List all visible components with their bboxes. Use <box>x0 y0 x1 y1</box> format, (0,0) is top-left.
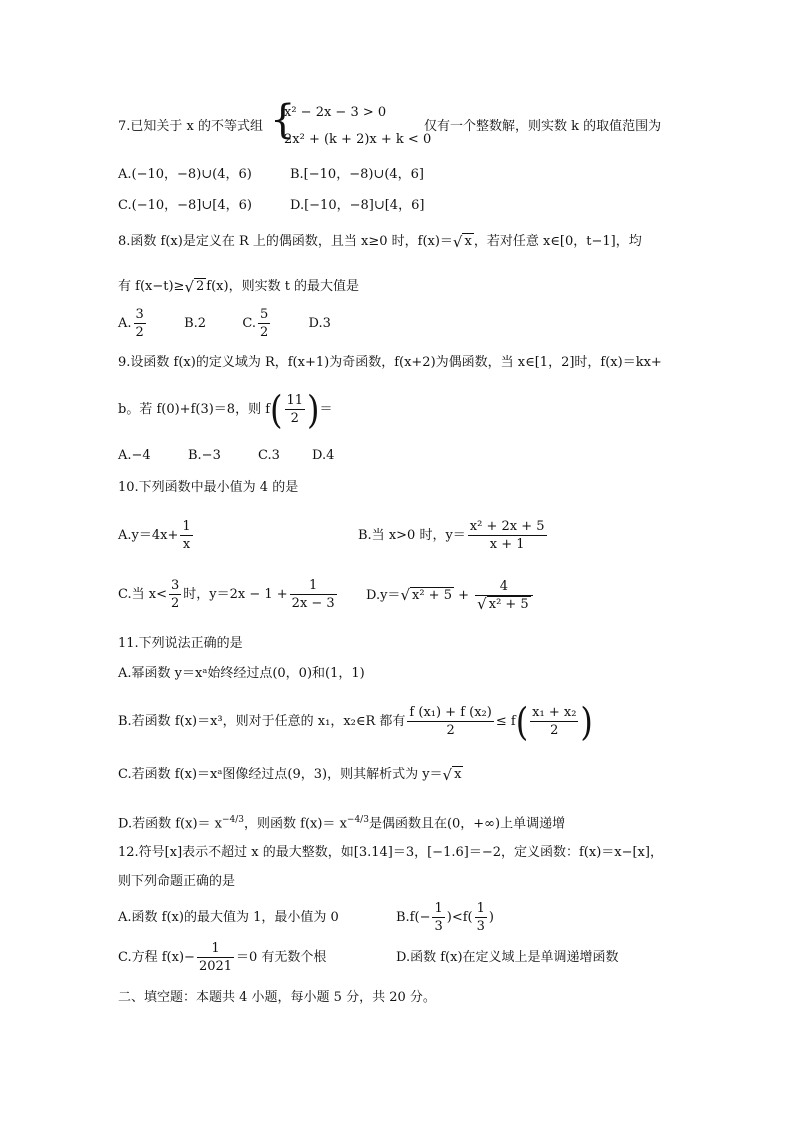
q10-option-c-mid: 时，y＝2x − 1 + <box>183 587 288 602</box>
numerator: x₁ + x₂ <box>532 705 577 720</box>
numerator: x² + 2x + 5 <box>469 519 545 534</box>
q10-option-b <box>358 516 549 556</box>
denominator: 2 <box>285 409 306 427</box>
q9-option-a: A.−4 <box>118 448 151 463</box>
denominator: 2 <box>170 596 180 611</box>
q9-option-b: B.−3 <box>188 448 221 463</box>
denominator: 2021 <box>198 959 233 974</box>
q10-stem: 10.下列函数中最小值为 4 的是 <box>118 480 299 495</box>
q11-option-c <box>118 766 463 783</box>
q11-option-d-b: ，则函数 f(x)＝ x <box>244 816 347 832</box>
q10-option-d-sqrt <box>400 575 454 616</box>
q12-option-c-pre: C.方程 f(x)− <box>118 950 195 965</box>
q11-option-b-pre: B.若函数 f(x)＝x³，则对于任意的 x₁，x₂∈R 都有 <box>118 714 406 729</box>
q9-line2-a: b。若 f(0)+f(3)＝8，则 f <box>118 402 271 417</box>
q8-option-a-fraction <box>134 306 146 341</box>
denominator: 2 <box>135 325 144 340</box>
denominator: 2 <box>530 721 578 739</box>
denominator <box>475 595 533 613</box>
q11-option-d-a: D.若函数 f(x)＝ x <box>118 816 222 832</box>
q10-option-d-pre: D.y＝ <box>366 587 401 603</box>
radical-icon: √ <box>477 594 487 613</box>
q7-inequality-2: 2x² + (k + 2)x + k < 0 <box>284 132 432 147</box>
denominator: 3 <box>476 919 485 934</box>
q12-option-c-fraction <box>197 940 234 975</box>
q7-stem-before: 7.已知关于 x 的不等式组 <box>118 119 263 134</box>
q8-line1-b: ，若对任意 x∈[0，t−1]，均 <box>473 234 642 249</box>
q9-line-1: 9.设函数 f(x)的定义域为 R，f(x+1)为奇函数，f(x+2)为偶函数，当 x∈[1，2]时，f(x)＝kx+ <box>118 355 662 370</box>
q8-option-c <box>242 307 272 340</box>
q12-line-2: 则下列命题正确的是 <box>118 874 236 889</box>
denominator: 3 <box>434 919 443 934</box>
q12-option-d: D.函数 f(x)在定义域上是单调递增函数 <box>396 950 619 965</box>
q9-option-c: C.3 <box>258 448 280 463</box>
q9-line2-b: ＝ <box>319 402 333 417</box>
radicand: x² + 5 <box>488 596 529 612</box>
q8-option-c-fraction <box>258 306 270 341</box>
right-paren: ) <box>307 386 320 433</box>
q8-sqrt-x <box>453 233 474 250</box>
q11-option-d-c: 是偶函数且在(0，+∞)上单调递增 <box>368 816 566 832</box>
q12-option-b <box>396 898 494 938</box>
q8-sqrt-2 <box>184 278 206 295</box>
q10-option-c-fraction-2 <box>290 577 337 612</box>
q11-option-b-fraction-2 <box>530 704 578 739</box>
radical-icon: √ <box>400 586 410 604</box>
plus-sign: + <box>458 587 470 603</box>
exponent: −4/3 <box>346 815 369 825</box>
numerator: 3 <box>135 307 144 322</box>
numerator: 1 <box>211 941 220 956</box>
left-paren: ( <box>270 386 283 433</box>
q12-option-b-fraction-2 <box>475 900 487 935</box>
numerator: 1 <box>476 901 485 916</box>
q8-option-b: B.2 <box>184 316 207 331</box>
denominator: x + 1 <box>468 535 547 553</box>
q10-option-c <box>118 575 339 615</box>
left-paren: ( <box>515 698 529 745</box>
radical-icon: √ <box>184 277 194 296</box>
numerator: 5 <box>259 307 269 322</box>
q11-option-b <box>118 700 593 744</box>
denominator: x <box>180 535 192 553</box>
q11-stem: 11.下列说法正确的是 <box>118 636 243 651</box>
numerator: 1 <box>309 578 318 593</box>
q8-option-d: D.3 <box>308 316 331 331</box>
q8-line1-a: 8.函数 f(x)是定义在 R 上的偶函数，且当 x≥0 时，f(x)＝ <box>118 234 453 249</box>
q7-option-b: B.[−10，−8)∪(4，6] <box>290 167 425 182</box>
q8-options <box>118 306 331 341</box>
radical-icon: √ <box>452 232 463 251</box>
q11-option-a: A.幂函数 y＝xᵃ始终经过点(0，0)和(1，1) <box>118 666 365 681</box>
q11-option-b-fraction-1 <box>407 704 493 739</box>
q7-option-d: D.[−10，−8]∪[4，6] <box>290 198 425 213</box>
q8-line2-b: f(x)，则实数 t 的最大值是 <box>206 279 360 294</box>
q10-option-a-pre: A.y＝4x+ <box>118 528 179 543</box>
denominator: 2 <box>407 721 493 739</box>
q7-inequality-1: x² − 2x − 3 > 0 <box>284 105 387 120</box>
numerator: 11 <box>286 393 304 408</box>
q9-option-d: D.4 <box>312 448 335 463</box>
q8-option-c-label: C. <box>242 316 256 331</box>
radicand: x² + 5 <box>412 587 452 603</box>
radicand: x <box>454 767 462 782</box>
q9-line-2 <box>118 386 333 433</box>
q12-option-c <box>118 938 326 978</box>
q12-option-b-end: ) <box>488 910 494 925</box>
exponent: −4/3 <box>221 815 245 825</box>
q10-option-c-fraction-1 <box>169 577 181 612</box>
q10-option-a-fraction <box>180 518 192 553</box>
numerator: f (x₁) + f (x₂) <box>409 705 492 720</box>
numerator: 3 <box>170 578 180 593</box>
q8-radicand-2: 2 <box>196 279 205 294</box>
numerator: 1 <box>434 901 443 916</box>
q12-option-b-mid: )<f( <box>446 910 473 925</box>
q10-option-d-fraction <box>475 578 533 613</box>
radical-icon: √ <box>442 765 453 784</box>
denominator-sqrt <box>477 596 531 613</box>
numerator: 1 <box>182 519 191 534</box>
right-paren: ) <box>580 698 593 745</box>
q10-option-a <box>118 516 195 556</box>
q12-option-a: A.函数 f(x)的最大值为 1，最小值为 0 <box>118 910 339 925</box>
q7-option-a: A.(−10，−8)∪(4，6) <box>118 167 252 182</box>
q7-brace: { <box>270 97 296 143</box>
q11-option-c-sqrt <box>443 766 464 783</box>
q8-radicand-x: x <box>464 234 472 249</box>
denominator: 2 <box>259 325 269 340</box>
numerator: 4 <box>499 578 509 594</box>
q11-option-d <box>118 812 565 832</box>
q12-option-b-fraction-1 <box>432 900 444 935</box>
q10-option-b-pre: B.当 x>0 时，y＝ <box>358 528 466 543</box>
q8-option-a-label: A. <box>118 316 132 331</box>
q11-option-b-mid: ≤ f <box>495 714 516 729</box>
q11-option-c-pre: C.若函数 f(x)＝xᵃ图像经过点(9，3)，则其解析式为 y＝ <box>118 767 443 782</box>
q12-line-1: 12.符号[x]表示不超过 x 的最大整数，如[3.14]＝3，[−1.6]＝−2，定义函数：f(x)＝x−[x]， <box>118 845 663 860</box>
q7-option-c: C.(−10，−8]∪[4，6) <box>118 198 252 213</box>
q9-fraction <box>285 392 306 427</box>
section-heading: 二、填空题：本题共 4 小题，每小题 5 分，共 20 分。 <box>118 990 436 1005</box>
q10-option-c-pre: C.当 x< <box>118 587 167 602</box>
q7-stem-after: 仅有一个整数解，则实数 k 的取值范围为 <box>424 119 662 134</box>
q8-line-1 <box>118 233 642 250</box>
q8-line2-a: 有 f(x−t)≥ <box>118 279 185 294</box>
q10-option-d <box>366 575 535 616</box>
q12-option-c-post: ＝0 有无数个根 <box>236 950 327 965</box>
q12-option-b-pre: B.f(− <box>396 910 431 925</box>
q8-option-a <box>118 307 148 340</box>
denominator: 2x − 3 <box>291 596 335 611</box>
q8-line-2 <box>118 278 359 295</box>
q10-option-b-fraction <box>468 518 547 553</box>
